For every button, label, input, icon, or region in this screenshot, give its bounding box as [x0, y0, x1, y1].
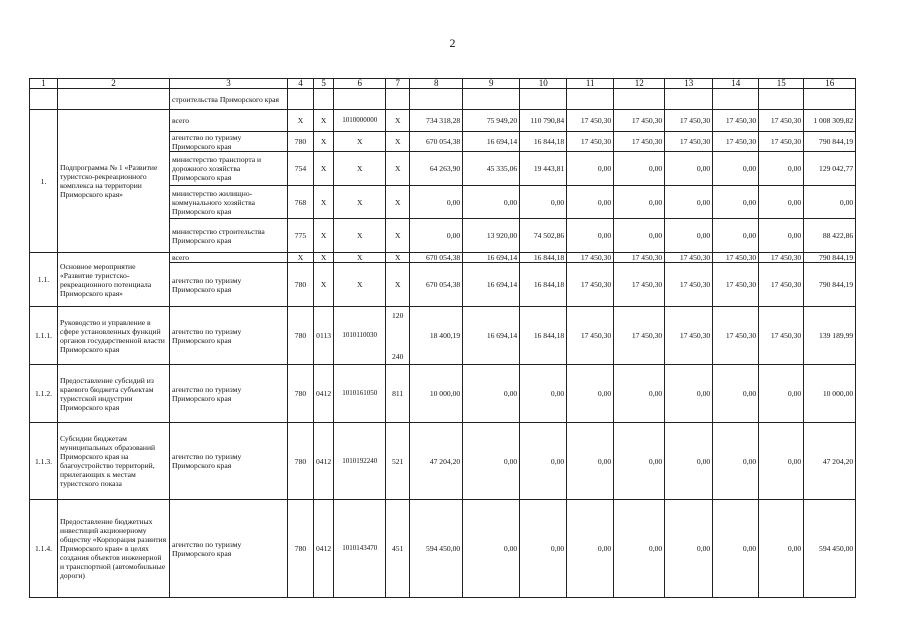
activity-name: Субсидии бюджетам муниципальных образований Приморского края на благоустройство территорий, прилегающих к местам туристского показа [58, 423, 170, 500]
col-header: 11 [567, 79, 614, 89]
col-header: 1 [30, 79, 58, 89]
executor-cell: министерство строительства Приморского края [170, 219, 288, 253]
col-header: 16 [804, 79, 856, 89]
col-header: 8 [410, 79, 463, 89]
activity-name: Предоставление бюджетных инвестиций акционерному обществу «Корпорация развития Приморского края» в целях создания объектов инженерной и транспортной (автомобильные дороги) [58, 500, 170, 598]
row-number: 1.1.1. [30, 307, 58, 365]
col-header: 7 [386, 79, 410, 89]
table-row: 1.1.2. Предоставление субсидий из краевого бюджета субъектам туристской индустрии Приморского края агентство по туризму Приморского края 780 0412 1010161050 811 10 000,00 0,00 0,00 0,00 0,00 0,00 0,00 0,00 10 000,00 [30, 365, 856, 423]
executor-cell: министерство жилищно-коммунального хозяйства Приморского края [170, 186, 288, 219]
activity-name: Предоставление субсидий из краевого бюджета субъектам туристской индустрии Приморского края [58, 365, 170, 423]
col-header: 12 [614, 79, 665, 89]
col-header: 3 [170, 79, 288, 89]
col-header: 6 [334, 79, 386, 89]
table-row: агентство по туризму Приморского края 780 Х Х Х 670 054,38 16 694,14 16 844,18 17 450,30 17 450,30 17 450,30 17 450,30 17 450,30 790 844,19 [30, 132, 856, 152]
table-row: агентство по туризму Приморского края 780 Х Х Х 670 054,38 16 694,14 16 844,18 17 450,30 17 450,30 17 450,30 17 450,30 17 450,30 790 844,19 [30, 263, 856, 307]
activity-name: Руководство и управление в сфере установленных функций органов государственной власти Приморского края [58, 307, 170, 365]
executor-cell: агентство по туризму Приморского края [170, 132, 288, 152]
row-number: 1.1. [30, 253, 58, 307]
col-header: 9 [463, 79, 520, 89]
expense-type-a: 120 [391, 310, 404, 320]
table-row: 1.1.1. Руководство и управление в сфере установленных функций органов государственной власти Приморского края агентство по туризму Приморского края 780 0113 1010110030 120 240 18 400,19 16 694,14 16 844,18 17 450,30 17 450,30 17 450,30 17 450,30 17 450,30 139 189,99 [30, 307, 856, 365]
table-row: министерство строительства Приморского края 775 Х Х Х 0,00 13 920,00 74 502,86 0,00 0,00 0,00 0,00 0,00 88 422,86 [30, 219, 856, 253]
executor-cell: агентство по туризму Приморского края [170, 307, 288, 365]
col-header: 10 [520, 79, 567, 89]
table-row: 1.1.4. Предоставление бюджетных инвестиций акционерному обществу «Корпорация развития Приморского края» в целях создания объектов инженерной и транспортной (автомобильные дороги) агентство по туризму Приморского края 780 0412 1010143470 451 594 450,00 0,00 0,00 0,00 0,00 0,00 0,00 0,00 594 450,00 [30, 500, 856, 598]
table-row: 1.1. Основное мероприятие «Развитие туристско-рекреационного потенциала Приморского края» всего Х Х Х Х 670 054,38 16 694,14 16 844,18 17 450,30 17 450,30 17 450,30 17 450,30 17 450,30 790 844,19 [30, 253, 856, 263]
executor-cell: агентство по туризму Приморского края [170, 365, 288, 423]
row-number: 1. [30, 110, 58, 253]
page-number: 2 [449, 36, 456, 50]
executor-cell: министерство транспорта и дорожного хозяйства Приморского края [170, 152, 288, 186]
col-header: 15 [759, 79, 804, 89]
col-header: 13 [665, 79, 713, 89]
measure-name: Основное мероприятие «Развитие туристско-рекреационного потенциала Приморского края» [58, 253, 170, 307]
expense-type-b: 240 [391, 351, 404, 361]
row-number: 1.1.3. [30, 423, 58, 500]
table-row [30, 89, 856, 110]
table-row: 1.1.3. Субсидии бюджетам муниципальных образований Приморского края на благоустройство территорий, прилегающих к местам туристского показа агентство по туризму Приморского края 780 0412 1010192240 521 47 204,20 0,00 0,00 0,00 0,00 0,00 0,00 0,00 47 204,20 [30, 423, 856, 500]
budget-table [29, 78, 856, 598]
executor-cell: агентство по туризму Приморского края [170, 500, 288, 598]
table-row: министерство жилищно-коммунального хозяйства Приморского края 768 Х Х Х 0,00 0,00 0,00 0,00 0,00 0,00 0,00 0,00 0,00 [30, 186, 856, 219]
table-row: министерство транспорта и дорожного хозяйства Приморского края 754 Х Х Х 64 263,90 45 335,06 19 443,81 0,00 0,00 0,00 0,00 0,00 129 042,77 [30, 152, 856, 186]
col-header: 14 [713, 79, 759, 89]
row-number: 1.1.4. [30, 500, 58, 598]
table-row: 1. Подпрограмма № 1 «Развитие туристско-рекреационного комплекса на территории Приморского края» всего Х Х 1010000000 Х 734 318,28 75 949,20 110 790,84 17 450,30 17 450,30 17 450,30 17 450,30 17 450,30 1 008 309,82 [30, 110, 856, 132]
executor-cell: строительства Приморского края [170, 89, 288, 110]
executor-cell: всего [170, 110, 288, 132]
col-header: 2 [58, 79, 170, 89]
header-row [30, 79, 856, 89]
subprogram-name: Подпрограмма № 1 «Развитие туристско-рекреационного комплекса на территории Приморского края» [58, 110, 170, 253]
col-header: 5 [314, 79, 334, 89]
col-header: 4 [288, 79, 314, 89]
row-number: 1.1.2. [30, 365, 58, 423]
executor-cell: агентство по туризму Приморского края [170, 423, 288, 500]
executor-cell: всего [170, 253, 288, 263]
executor-cell: агентство по туризму Приморского края [170, 263, 288, 307]
